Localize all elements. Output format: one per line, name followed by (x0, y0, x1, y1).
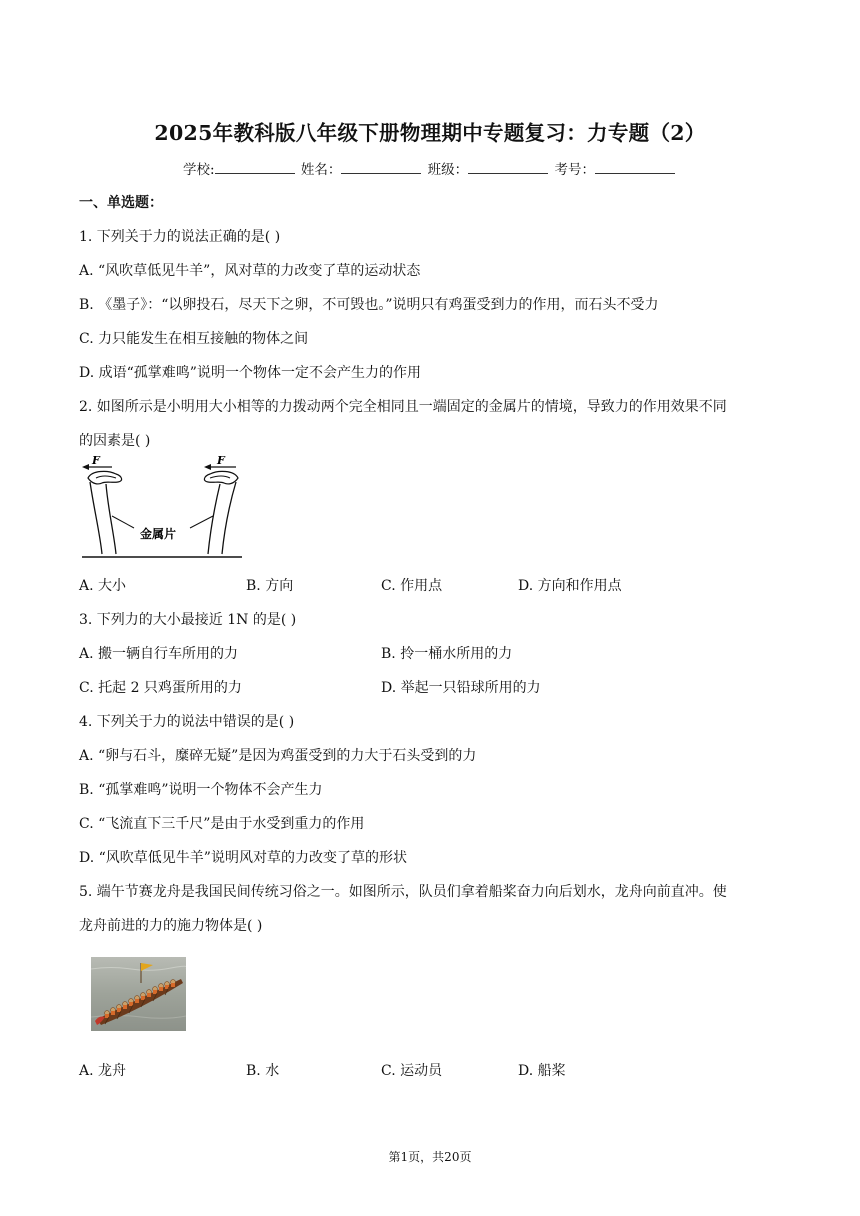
question-2-option-d: D. 方向和作用点 (518, 578, 622, 594)
question-5-option-b: B. 水 (246, 1063, 280, 1079)
metal-plate-diagram (78, 454, 248, 564)
page-title: 2025年教科版八年级下册物理期中专题复习：力专题（2） (154, 121, 706, 145)
question-2-stem-line1: 2. 如图所示是小明用大小相等的力拨动两个完全相同且一端固定的金属片的情境，导致力的作用效果不同 (79, 399, 727, 415)
question-3-stem: 3. 下列力的大小最接近 1N 的是( ) (79, 612, 297, 628)
exam-no-label: 考号： (554, 162, 595, 178)
question-3-option-b: B. 拎一桶水所用的力 (381, 646, 513, 662)
question-1-option-a: A. “风吹草低见牛羊”，风对草的力改变了草的运动状态 (79, 263, 421, 279)
right-leader-line (190, 516, 213, 528)
left-arrowhead (82, 464, 89, 470)
section-title: 一、单选题： (79, 195, 163, 211)
question-5-option-a: A. 龙舟 (79, 1063, 127, 1079)
question-3-option-c: C. 托起 2 只鸡蛋所用的力 (79, 680, 242, 696)
name-label: 姓名： (300, 162, 342, 178)
question-4-option-c: C. “飞流直下三千尺”是由于水受到重力的作用 (79, 816, 365, 832)
question-5-option-d: D. 船桨 (518, 1063, 566, 1079)
dragon-boat-photo (91, 957, 186, 1031)
left-force-label: F (92, 454, 100, 467)
exam-no-blank[interactable] (595, 161, 675, 174)
left-plate-inner (106, 484, 116, 554)
question-2-option-b: B. 方向 (246, 578, 294, 594)
class-label: 班级： (427, 162, 469, 178)
question-2-option-a: A. 大小 (79, 578, 127, 594)
metal-plate-figure (78, 454, 248, 564)
question-3-option-a: A. 搬一辆自行车所用的力 (79, 646, 239, 662)
page-number: 第1页，共20页 (388, 1150, 472, 1164)
question-1-stem: 1. 下列关于力的说法正确的是( ) (79, 229, 281, 245)
left-plate-outer (90, 482, 102, 554)
student-info-line (0, 158, 860, 178)
question-4-option-a: A. “卵与石斗，糜碎无疑”是因为鸡蛋受到的力大于石头受到的力 (79, 748, 477, 764)
metal-plate-label: 金属片 (140, 527, 177, 541)
question-4-stem: 4. 下列关于力的说法中错误的是( ) (79, 714, 295, 730)
question-4-option-b: B. “孤掌难鸣”说明一个物体不会产生力 (79, 782, 323, 798)
question-5-stem-line1: 5. 端午节赛龙舟是我国民间传统习俗之一。如图所示，队员们拿着船桨奋力向后划水，龙舟向前直冲。使 (79, 884, 727, 900)
question-5-stem-line2: 龙舟前进的力的施力物体是( ) (79, 918, 263, 934)
question-2-option-c: C. 作用点 (381, 578, 443, 594)
school-label: 学校: (183, 162, 215, 178)
right-plate-outer (222, 482, 236, 554)
right-arrowhead (204, 464, 211, 470)
right-plate-inner (208, 484, 220, 554)
dragon-boat-image (91, 957, 186, 1031)
left-hand-icon (88, 471, 122, 484)
question-4-option-d: D. “风吹草低见牛羊”说明风对草的力改变了草的形状 (79, 850, 407, 866)
school-blank[interactable] (215, 161, 295, 174)
name-blank[interactable] (341, 161, 421, 174)
question-1-option-d: D. 成语“孤掌难鸣”说明一个物体一定不会产生力的作用 (79, 365, 421, 381)
right-hand-icon (204, 471, 238, 484)
class-blank[interactable] (468, 161, 548, 174)
right-force-label: F (217, 454, 225, 467)
question-3-option-d: D. 举起一只铅球所用的力 (381, 680, 541, 696)
question-1-option-c: C. 力只能发生在相互接触的物体之间 (79, 331, 309, 347)
question-5-option-c: C. 运动员 (381, 1063, 443, 1079)
left-leader-line (112, 516, 134, 528)
question-1-option-b: B. 《墨子》：“以卵投石，尽天下之卵，不可毁也。”说明只有鸡蛋受到力的作用，而石头不受力 (79, 297, 659, 313)
question-2-stem-line2: 的因素是( ) (79, 433, 151, 449)
